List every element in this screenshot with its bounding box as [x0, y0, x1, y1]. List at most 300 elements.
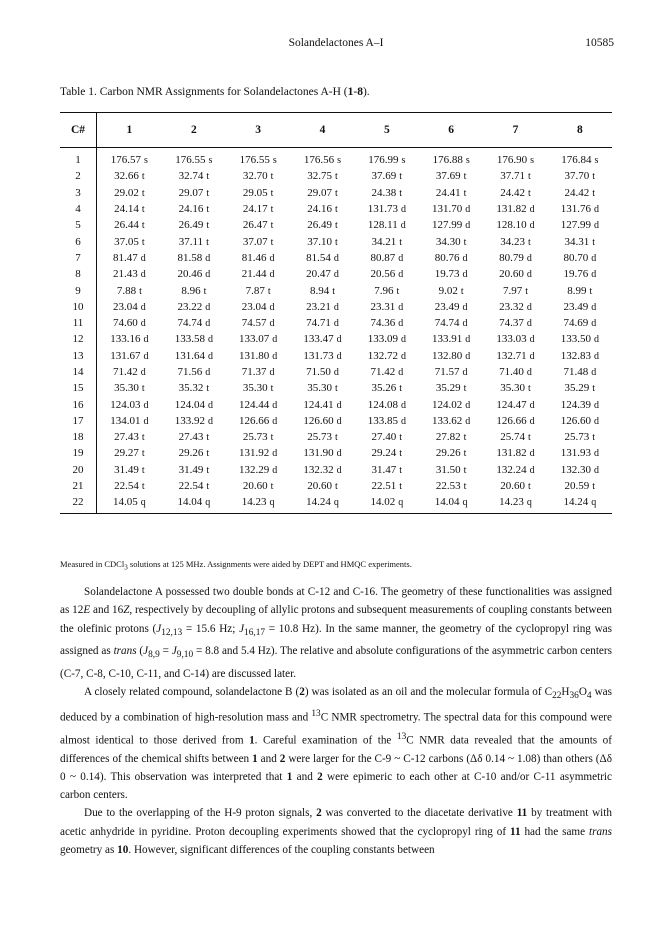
- multiplicity: s: [208, 155, 213, 167]
- shift-value: 80.87: [370, 251, 396, 264]
- shift-cell: [483, 413, 547, 429]
- shift-cell: [355, 380, 419, 396]
- multiplicity: t: [527, 171, 531, 183]
- shift-value: 26.47: [242, 219, 268, 232]
- shift-cell: [419, 217, 483, 233]
- shift-value: 37.10: [307, 235, 332, 248]
- shift-value: 23.49: [434, 300, 460, 313]
- shift-value: 20.59: [564, 480, 590, 493]
- shift-cell: [548, 445, 612, 461]
- shift-value: 132.72: [367, 349, 398, 362]
- multiplicity: t: [141, 432, 145, 444]
- shift-value: 8.96: [181, 284, 201, 297]
- multiplicity: d: [465, 204, 471, 216]
- shift-cell: [419, 331, 483, 347]
- shift-value: 22.54: [114, 480, 139, 493]
- carbon-number: 20: [60, 462, 97, 478]
- shift-cell: [226, 413, 290, 429]
- shift-value: 27.40: [371, 431, 397, 444]
- multiplicity: t: [206, 432, 210, 444]
- shift-value: 24.17: [242, 203, 268, 216]
- multiplicity: t: [141, 448, 145, 460]
- multiplicity: t: [399, 448, 403, 460]
- multiplicity: s: [465, 155, 470, 167]
- multiplicity: t: [270, 204, 274, 216]
- multiplicity: t: [139, 285, 142, 297]
- multiplicity: t: [270, 236, 274, 248]
- table-row: [60, 429, 612, 445]
- shift-value: 126.66: [239, 414, 270, 427]
- multiplicity: t: [463, 171, 467, 183]
- shift-cell: [226, 478, 290, 494]
- multiplicity: t: [206, 383, 210, 395]
- shift-cell: [226, 282, 290, 298]
- shift-value: 74.57: [241, 317, 267, 330]
- shift-cell: [162, 462, 226, 478]
- shift-value: 131.82: [496, 203, 527, 216]
- multiplicity: t: [592, 432, 596, 444]
- column-header-compound: 2: [162, 113, 226, 148]
- shift-value: 132.29: [239, 463, 270, 476]
- shift-cell: [419, 445, 483, 461]
- shift-value: 80.76: [434, 251, 460, 264]
- table-row: [60, 185, 612, 201]
- shift-value: 37.07: [242, 235, 268, 248]
- shift-cell: [97, 233, 162, 249]
- shift-cell: [548, 266, 612, 282]
- shift-cell: [162, 445, 226, 461]
- multiplicity: t: [141, 464, 145, 476]
- shift-value: 24.14: [114, 203, 139, 216]
- shift-cell: [97, 217, 162, 233]
- shift-value: 35.30: [500, 382, 525, 395]
- shift-cell: [290, 413, 354, 429]
- shift-value: 26.49: [178, 219, 204, 232]
- shift-value: 7.87: [245, 284, 265, 297]
- multiplicity: t: [463, 383, 467, 395]
- shift-cell: [355, 413, 419, 429]
- shift-value: 176.55: [175, 154, 206, 167]
- shift-value: 34.21: [371, 235, 397, 248]
- multiplicity: d: [336, 415, 342, 427]
- shift-cell: [97, 148, 162, 169]
- shift-value: 124.04: [174, 398, 205, 411]
- shift-value: 124.08: [367, 398, 398, 411]
- shift-value: 71.42: [112, 366, 138, 378]
- shift-cell: [162, 429, 226, 445]
- shift-cell: [97, 494, 162, 513]
- shift-value: 23.49: [563, 300, 589, 313]
- shift-cell: [226, 201, 290, 217]
- shift-cell: [162, 217, 226, 233]
- shift-value: 22.53: [435, 480, 461, 493]
- multiplicity: d: [591, 367, 597, 378]
- carbon-number: 13: [60, 348, 97, 364]
- shift-cell: [355, 364, 419, 380]
- multiplicity: d: [398, 301, 404, 313]
- shift-value: 19.73: [434, 268, 460, 281]
- multiplicity: d: [462, 269, 468, 281]
- multiplicity: t: [589, 285, 593, 297]
- paragraph-2: A closely related compound, solandelactone B (2) was isolated as an oil and the molecular formula of $C_{22}H_{36}O_4$ was deduced by a combination of high-resolution mass and $^{13}$C NMR spectrometry. The spectral data for this compound were almost identical to those derived from 1. Careful examination of the $^{13}$C NMR data revealed that the amounts of differences of the chemical shifts between 1 and 2 were larger for the C-9 ~ C-12 carbons (Δδ 0.14 ~ 1.08) than others (Δδ 0 ~ 0.14). This observation was interpreted that 1 and 2 were epimeric to each other at C-10 and/or C-11 asymmetric carbon centers.: [60, 685, 613, 802]
- shift-cell: [226, 494, 290, 513]
- shift-cell: [483, 185, 547, 201]
- shift-cell: [162, 348, 226, 364]
- shift-value: 128.11: [367, 219, 398, 232]
- shift-cell: [97, 364, 162, 380]
- shift-cell: [97, 266, 162, 282]
- multiplicity: t: [527, 481, 531, 493]
- multiplicity: t: [592, 481, 596, 493]
- shift-value: 21.43: [112, 268, 138, 281]
- shift-value: 37.69: [371, 170, 397, 183]
- multiplicity: d: [143, 399, 149, 411]
- table-row: [60, 168, 612, 184]
- multiplicity: t: [460, 285, 464, 297]
- table-row: [60, 282, 612, 298]
- multiplicity: d: [591, 252, 597, 264]
- shift-cell: [226, 364, 290, 380]
- paragraph-1: Solandelactone A possessed two double bonds at C-12 and C-16. The geometry of these functionalities was assigned as 12E and 16Z, respectively by decoupling of allylic protons and subsequent measurements of coupling constants between the olefinic protons ($J_{12,13} = 15.6$ Hz; $J_{16,17} = 10.8$ Hz). In the same manner, the geometry of the cyclopropyl ring was assigned as trans ($J_{8,9} = J_{9,10} = 8.8$ and 5.4 Hz). The relative and absolute configurations of the asymmetric carbon centers (C-7, C-8, C-10, C-11, and C-14) are discussed later.: [60, 586, 612, 680]
- shift-value: 29.07: [307, 186, 332, 199]
- shift-cell: [419, 148, 483, 169]
- shift-cell: [355, 148, 419, 169]
- multiplicity: t: [334, 204, 338, 216]
- shift-cell: [226, 462, 290, 478]
- multiplicity: d: [398, 318, 404, 330]
- multiplicity: d: [269, 318, 275, 330]
- shift-value: 132.83: [560, 349, 591, 362]
- multiplicity: d: [400, 220, 406, 232]
- multiplicity: t: [334, 383, 338, 395]
- carbon-number: 21: [60, 478, 97, 494]
- nmr-table: [60, 112, 612, 514]
- shift-cell: [419, 299, 483, 315]
- table-row: [60, 380, 612, 396]
- shift-value: 25.73: [307, 431, 332, 444]
- multiplicity: d: [593, 448, 599, 460]
- shift-value: 34.30: [435, 235, 461, 248]
- shift-cell: [355, 331, 419, 347]
- shift-value: 32.66: [114, 170, 139, 183]
- shift-value: 7.96: [374, 284, 394, 297]
- shift-cell: [97, 185, 162, 201]
- multiplicity: d: [272, 415, 278, 427]
- shift-value: 14.23: [499, 496, 524, 509]
- shift-value: 132.30: [560, 463, 591, 476]
- shift-cell: [162, 331, 226, 347]
- shift-value: 80.79: [499, 251, 524, 264]
- shift-value: 29.07: [178, 186, 204, 199]
- shift-value: 71.40: [499, 366, 524, 378]
- multiplicity: d: [269, 301, 275, 313]
- shift-value: 27.43: [178, 431, 204, 444]
- shift-value: 133.03: [496, 333, 527, 346]
- multiplicity: q: [462, 497, 468, 509]
- multiplicity: t: [592, 187, 596, 199]
- multiplicity: t: [206, 236, 209, 248]
- shift-value: 133.58: [174, 333, 205, 346]
- multiplicity: t: [525, 285, 528, 297]
- shift-cell: [226, 299, 290, 315]
- shift-cell: [290, 380, 354, 396]
- shift-value: 27.82: [435, 431, 461, 444]
- shift-value: 25.73: [564, 431, 590, 444]
- multiplicity: q: [140, 497, 146, 509]
- multiplicity: t: [141, 481, 145, 493]
- column-header-compound: 7: [483, 113, 547, 148]
- shift-cell: [548, 168, 612, 184]
- multiplicity: d: [205, 252, 211, 264]
- shift-cell: [97, 478, 162, 494]
- shift-cell: [419, 201, 483, 217]
- multiplicity: d: [333, 301, 339, 313]
- multiplicity: d: [143, 415, 149, 427]
- multiplicity: d: [465, 399, 471, 411]
- carbon-number: 3: [60, 185, 97, 201]
- shift-cell: [483, 315, 547, 331]
- multiplicity: d: [140, 367, 146, 378]
- shift-cell: [548, 299, 612, 315]
- shift-cell: [355, 217, 419, 233]
- shift-value: 132.24: [496, 463, 527, 476]
- shift-value: 32.74: [178, 170, 204, 183]
- shift-cell: [355, 185, 419, 201]
- multiplicity: d: [465, 350, 471, 362]
- shift-cell: [355, 201, 419, 217]
- shift-cell: [419, 185, 483, 201]
- shift-cell: [419, 348, 483, 364]
- shift-value: 124.39: [560, 398, 591, 411]
- multiplicity: d: [269, 269, 275, 281]
- shift-cell: [548, 413, 612, 429]
- multiplicity: t: [463, 432, 467, 444]
- shift-cell: [162, 396, 226, 412]
- shift-cell: [548, 364, 612, 380]
- multiplicity: d: [591, 301, 597, 313]
- shift-cell: [355, 478, 419, 494]
- shift-cell: [226, 429, 290, 445]
- shift-cell: [290, 364, 354, 380]
- shift-cell: [548, 396, 612, 412]
- table-row: [60, 299, 612, 315]
- multiplicity: d: [593, 350, 599, 362]
- shift-cell: [290, 331, 354, 347]
- multiplicity: d: [593, 415, 599, 427]
- table-header-row: [60, 113, 612, 148]
- multiplicity: d: [336, 350, 342, 362]
- shift-value: 176.57: [110, 154, 141, 167]
- shift-value: 24.41: [435, 186, 461, 199]
- multiplicity: t: [527, 432, 531, 444]
- shift-value: 29.27: [114, 447, 139, 460]
- shift-cell: [548, 429, 612, 445]
- shift-cell: [97, 299, 162, 315]
- shift-cell: [548, 331, 612, 347]
- shift-cell: [355, 494, 419, 513]
- table-row: [60, 148, 612, 169]
- shift-value: 20.60: [307, 480, 332, 493]
- shift-cell: [290, 168, 354, 184]
- multiplicity: t: [463, 448, 467, 460]
- multiplicity: d: [272, 399, 278, 411]
- shift-cell: [419, 396, 483, 412]
- multiplicity: t: [399, 432, 403, 444]
- multiplicity: q: [526, 497, 532, 509]
- shift-value: 133.62: [432, 414, 463, 427]
- multiplicity: d: [336, 448, 342, 460]
- shift-cell: [483, 266, 547, 282]
- shift-cell: [162, 315, 226, 331]
- shift-value: 131.90: [303, 447, 334, 460]
- multiplicity: d: [333, 269, 339, 281]
- shift-value: 35.30: [114, 382, 139, 395]
- shift-value: 132.32: [303, 463, 334, 476]
- shift-value: 132.80: [432, 349, 463, 362]
- multiplicity: d: [462, 252, 468, 264]
- shift-value: 35.30: [242, 382, 268, 395]
- multiplicity: d: [529, 220, 535, 232]
- shift-value: 37.11: [178, 235, 204, 248]
- carbon-number: 7: [60, 250, 97, 266]
- shift-cell: [226, 185, 290, 201]
- multiplicity: d: [143, 334, 149, 346]
- shift-value: 133.50: [560, 333, 591, 346]
- shift-cell: [483, 250, 547, 266]
- multiplicity: t: [206, 481, 210, 493]
- multiplicity: s: [401, 155, 406, 167]
- shift-value: 14.24: [563, 496, 589, 509]
- carbon-number: 18: [60, 429, 97, 445]
- shift-cell: [548, 462, 612, 478]
- multiplicity: t: [399, 481, 403, 493]
- shift-value: 14.05: [112, 496, 138, 509]
- shift-value: 133.07: [239, 333, 270, 346]
- multiplicity: d: [526, 301, 532, 313]
- shift-value: 20.60: [499, 268, 524, 281]
- shift-cell: [548, 233, 612, 249]
- shift-cell: [548, 201, 612, 217]
- shift-cell: [548, 348, 612, 364]
- multiplicity: d: [400, 334, 406, 346]
- shift-cell: [97, 168, 162, 184]
- shift-value: 131.93: [560, 447, 591, 460]
- multiplicity: d: [526, 269, 532, 281]
- shift-cell: [483, 148, 547, 169]
- shift-value: 176.90: [496, 154, 528, 167]
- table-row: [60, 348, 612, 364]
- multiplicity: d: [529, 334, 535, 346]
- column-header-compound: 3: [226, 113, 290, 148]
- shift-value: 31.50: [435, 463, 461, 476]
- multiplicity: d: [333, 367, 339, 378]
- shift-value: 71.50: [306, 366, 331, 378]
- table-row: [60, 250, 612, 266]
- shift-value: 37.05: [114, 235, 139, 248]
- shift-cell: [226, 266, 290, 282]
- multiplicity: d: [207, 399, 213, 411]
- shift-cell: [290, 148, 354, 169]
- shift-cell: [290, 462, 354, 478]
- shift-cell: [290, 201, 354, 217]
- multiplicity: d: [207, 415, 213, 427]
- shift-value: 24.16: [178, 203, 204, 216]
- shift-value: 133.91: [432, 333, 463, 346]
- shift-value: 131.73: [367, 203, 398, 216]
- shift-cell: [548, 315, 612, 331]
- multiplicity: d: [529, 399, 535, 411]
- shift-cell: [483, 348, 547, 364]
- multiplicity: d: [207, 350, 213, 362]
- shift-cell: [483, 201, 547, 217]
- carbon-number: 8: [60, 266, 97, 282]
- multiplicity: d: [269, 252, 275, 264]
- multiplicity: t: [141, 383, 145, 395]
- shift-cell: [162, 478, 226, 494]
- shift-value: 7.97: [502, 284, 523, 297]
- shift-cell: [226, 168, 290, 184]
- shift-value: 133.16: [110, 333, 141, 346]
- multiplicity: q: [269, 497, 275, 509]
- multiplicity: t: [334, 236, 338, 248]
- table-footnote: Measured in CDCl$_3$ solutions at 125 MHz. Assignments were aided by DEPT and HMQC experiments.: [60, 559, 412, 572]
- shift-cell: [419, 380, 483, 396]
- shift-cell: [355, 233, 419, 249]
- table-body: [60, 148, 612, 514]
- shift-value: 35.26: [371, 382, 397, 395]
- shift-cell: [419, 315, 483, 331]
- shift-cell: [97, 250, 162, 266]
- shift-value: 25.73: [242, 431, 268, 444]
- shift-value: 22.54: [178, 480, 204, 493]
- multiplicity: t: [527, 187, 531, 199]
- shift-value: 8.99: [567, 284, 587, 297]
- shift-cell: [483, 478, 547, 494]
- shift-value: 20.56: [370, 268, 396, 281]
- multiplicity: d: [462, 367, 468, 378]
- multiplicity: d: [462, 318, 468, 330]
- shift-value: 14.02: [370, 496, 396, 509]
- page-number: 10585: [585, 37, 614, 49]
- carbon-number: 2: [60, 168, 97, 184]
- shift-cell: [355, 429, 419, 445]
- shift-cell: [355, 299, 419, 315]
- shift-cell: [355, 266, 419, 282]
- multiplicity: d: [205, 269, 211, 281]
- shift-cell: [290, 282, 354, 298]
- shift-value: 124.44: [239, 398, 270, 411]
- multiplicity: t: [399, 464, 403, 476]
- shift-cell: [226, 217, 290, 233]
- multiplicity: t: [399, 236, 403, 248]
- shift-cell: [162, 299, 226, 315]
- carbon-number: 12: [60, 331, 97, 347]
- multiplicity: t: [334, 220, 338, 232]
- multiplicity: d: [529, 448, 535, 460]
- table-row: [60, 217, 612, 233]
- shift-cell: [162, 282, 226, 298]
- table-row: [60, 266, 612, 282]
- multiplicity: q: [398, 497, 404, 509]
- shift-value: 176.99: [368, 154, 399, 167]
- shift-value: 81.54: [306, 251, 331, 264]
- shift-value: 14.04: [177, 496, 203, 509]
- shift-cell: [290, 478, 354, 494]
- running-head: [0, 37, 672, 53]
- shift-value: 176.88: [432, 154, 463, 167]
- multiplicity: t: [141, 220, 145, 232]
- shift-value: 131.82: [496, 447, 527, 460]
